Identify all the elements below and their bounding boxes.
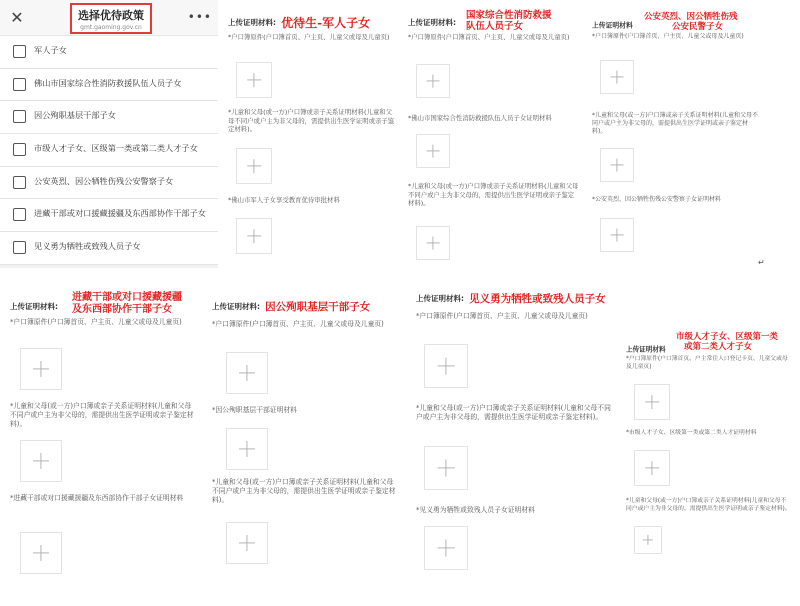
upload-panel-fire-rescue bbox=[402, 0, 584, 268]
checkbox[interactable] bbox=[13, 78, 26, 91]
upload-slot-hukou[interactable] bbox=[226, 352, 268, 394]
upload-panel-hero bbox=[408, 282, 620, 578]
requirement-hero-proof: *见义勇为牺牲或致残人员子女证明材料 bbox=[416, 506, 535, 514]
upload-label: 上传证明材料 bbox=[626, 345, 666, 354]
upload-label: 上传证明材料: bbox=[212, 302, 260, 311]
policy-title-line1: 市级人才子女、区级第一类 bbox=[676, 332, 779, 342]
upload-slot-relation[interactable] bbox=[600, 148, 634, 182]
checkbox[interactable] bbox=[13, 45, 26, 58]
upload-header bbox=[212, 296, 370, 315]
upload-slot-hero-proof[interactable] bbox=[424, 526, 468, 570]
upload-header bbox=[10, 296, 58, 315]
requirement-hukou: *户口簿原件(户口簿首页、户主页、儿童父或母及儿童页) bbox=[10, 318, 182, 326]
policy-option-fire-rescue[interactable] bbox=[0, 69, 218, 102]
upload-slot-tibet-proof[interactable] bbox=[20, 532, 62, 574]
upload-panel-police bbox=[588, 0, 766, 264]
upload-slot-fire-proof[interactable] bbox=[416, 134, 450, 168]
policy-option-tibet[interactable] bbox=[0, 199, 218, 232]
upload-panel-military bbox=[222, 0, 400, 268]
requirement-police-proof: *公安英烈、因公牺牲伤残公安警察子女证明材料 bbox=[592, 196, 722, 203]
policy-option-label: 因公殉职基层干部子女 bbox=[34, 110, 116, 121]
upload-slot-hukou[interactable] bbox=[424, 344, 468, 388]
close-icon[interactable]: ✕ bbox=[10, 8, 24, 27]
requirement-cadre-proof: *因公殉职基层干部证明材料 bbox=[212, 406, 297, 414]
requirement-hukou: *户口簿原件(户口簿首页、户主页、儿童父或母及儿童页) bbox=[228, 33, 390, 41]
requirement-relation: *儿童和父母(或一方)户口簿或亲子关系证明材料(儿童和父母不同户或户主为非父母的，需提供出生医学证明或亲子鉴定材料)。 bbox=[592, 112, 759, 135]
upload-header bbox=[416, 288, 606, 307]
page-title-box bbox=[70, 3, 152, 34]
upload-slot-relation[interactable] bbox=[424, 446, 468, 490]
policy-option-police[interactable] bbox=[0, 167, 218, 200]
upload-label: 上传证明材料 bbox=[592, 21, 633, 30]
requirement-tibet-proof: *进藏干部或对口援藏援疆及东西部协作干部子女证明材料 bbox=[10, 494, 184, 502]
upload-slot-approval[interactable] bbox=[236, 218, 272, 254]
policy-option-list bbox=[0, 36, 218, 265]
requirement-approval: *佛山市军人子女享受教育优待审批材料 bbox=[228, 196, 340, 204]
selector-topbar bbox=[0, 0, 218, 36]
requirement-relation: *儿童和父母(或一方)户口簿或亲子关系证明材料(儿童和父母不同户或户主为非父母的，需提供出生医学证明或亲子鉴定材料)。 bbox=[416, 404, 611, 421]
upload-slot-talent-proof[interactable] bbox=[634, 450, 670, 486]
upload-header bbox=[626, 338, 666, 357]
policy-title-line1: 国家综合性消防救援 bbox=[466, 10, 552, 21]
checkbox[interactable] bbox=[13, 176, 26, 189]
policy-option-label: 佛山市国家综合性消防救援队伍人员子女 bbox=[34, 77, 182, 88]
return-mark: ↵ bbox=[758, 258, 765, 267]
policy-option-talent[interactable] bbox=[0, 134, 218, 167]
requirement-hukou: *户口簿原件(户口簿首页、户主常住人口登记卡页、儿童父或母及儿童页) bbox=[626, 356, 788, 370]
requirement-talent-proof: *市级人才子女、区级第一类或第二类人才证明材料 bbox=[626, 430, 757, 436]
upload-slot-relation[interactable] bbox=[416, 226, 450, 260]
upload-header bbox=[592, 14, 633, 33]
checkbox[interactable] bbox=[13, 110, 26, 123]
upload-label: 上传证明材料: bbox=[408, 18, 456, 27]
requirement-relation: *儿童和父母(或一方)户口簿或亲子关系证明材料(儿童和父母不同户或户主为非父母的，需提供出生医学证明或亲子鉴定材料)。 bbox=[626, 498, 791, 512]
requirement-relation: *儿童和父母(或一方)户口簿或亲子关系证明材料(儿童和父母不同户或户主为非父母的，需提供出生医学证明或亲子鉴定材料)。 bbox=[212, 478, 396, 504]
more-icon[interactable]: ••• bbox=[187, 10, 212, 24]
requirement-relation: *儿童和父母(或一方)户口簿或亲子关系证明材料(儿童和父母不同户或户主为非父母的，需提供出生医学证明或亲子鉴定材料)。 bbox=[228, 108, 395, 133]
upload-slot-hukou[interactable] bbox=[634, 384, 670, 420]
upload-panel-tibet bbox=[4, 282, 200, 578]
requirement-hukou: *户口簿原件(户口簿首页、户主页、儿童父或母及儿童页) bbox=[592, 33, 744, 40]
upload-label: 上传证明材料: bbox=[416, 294, 464, 303]
requirement-hukou: *户口簿原件(户口簿首页、户主页、儿童父或母及儿童页) bbox=[408, 33, 570, 41]
upload-label: 上传证明材料: bbox=[10, 302, 58, 311]
upload-slot-hukou[interactable] bbox=[600, 60, 634, 94]
policy-option-label: 进藏干部或对口援藏援疆及东西部协作干部子女 bbox=[34, 208, 206, 219]
upload-label: 上传证明材料: bbox=[228, 18, 276, 27]
upload-slot-hukou[interactable] bbox=[236, 62, 272, 98]
policy-option-label: 市级人才子女、区级第一类或第二类人才子女 bbox=[34, 143, 198, 154]
upload-header bbox=[228, 12, 370, 31]
requirement-relation: *儿童和父母(或一方)户口簿或亲子关系证明材料(儿童和父母不同户或户主为非父母的，需提供出生医学证明或亲子鉴定材料)。 bbox=[10, 402, 194, 428]
policy-selector-screen bbox=[0, 0, 218, 268]
policy-title-line1: 进藏干部或对口援藏援疆 bbox=[72, 292, 182, 303]
policy-option-hero[interactable] bbox=[0, 232, 218, 265]
policy-option-label: 见义勇为牺牲或致残人员子女 bbox=[34, 241, 141, 252]
checkbox[interactable] bbox=[13, 241, 26, 254]
policy-title-line2: 队伍人员子女 bbox=[466, 21, 524, 32]
checkbox[interactable] bbox=[13, 208, 26, 221]
policy-option-label: 公安英烈、因公牺牲伤残公安警察子女 bbox=[34, 175, 174, 186]
policy-title-line2: 公安民警子女 bbox=[672, 22, 724, 32]
upload-slot-relation[interactable] bbox=[236, 148, 272, 184]
policy-option-cadre[interactable] bbox=[0, 101, 218, 134]
upload-slot-hukou[interactable] bbox=[416, 64, 450, 98]
upload-panel-talent bbox=[622, 324, 796, 556]
upload-slot-relation[interactable] bbox=[20, 440, 62, 482]
requirement-hukou: *户口簿原件(户口簿首页、户主页、儿童父或母及儿童页) bbox=[212, 320, 384, 328]
policy-title-line1: 公安英烈、因公牺牲伤残 bbox=[644, 12, 738, 22]
policy-title-line2: 及东西部协作干部子女 bbox=[72, 304, 172, 315]
policy-title: 优待生-军人子女 bbox=[281, 16, 371, 30]
policy-title: 因公殉职基层干部子女 bbox=[265, 301, 371, 313]
requirement-fire-proof: *佛山市国家综合性消防救援队伍人员子女证明材料 bbox=[408, 114, 552, 122]
upload-slot-relation[interactable] bbox=[226, 522, 268, 564]
requirement-hukou: *户口簿原件(户口簿首页、户主页、儿童父或母及儿童页) bbox=[416, 312, 588, 320]
policy-title: 见义勇为牺牲或致残人员子女 bbox=[469, 293, 606, 305]
policy-option-military[interactable] bbox=[0, 36, 218, 69]
policy-title-line2: 或第二类人才子女 bbox=[684, 342, 753, 352]
upload-slot-cadre-proof[interactable] bbox=[226, 428, 268, 470]
policy-option-label: 军人子女 bbox=[34, 45, 67, 55]
upload-slot-relation[interactable] bbox=[634, 526, 662, 554]
upload-slot-hukou[interactable] bbox=[20, 348, 62, 390]
requirement-relation: *儿童和父母(或一方)户口簿或亲子关系证明材料(儿童和父母不同户或户主为非父母的，需提供出生医学证明或亲子鉴定材料)。 bbox=[408, 182, 579, 207]
checkbox[interactable] bbox=[13, 143, 26, 156]
upload-panel-cadre bbox=[204, 282, 404, 578]
upload-header bbox=[408, 12, 456, 31]
page-title: 选择优待政策 bbox=[78, 9, 144, 22]
upload-slot-police-proof[interactable] bbox=[600, 218, 634, 252]
page-url: gmt.gaoming.gov.cn bbox=[80, 24, 142, 31]
